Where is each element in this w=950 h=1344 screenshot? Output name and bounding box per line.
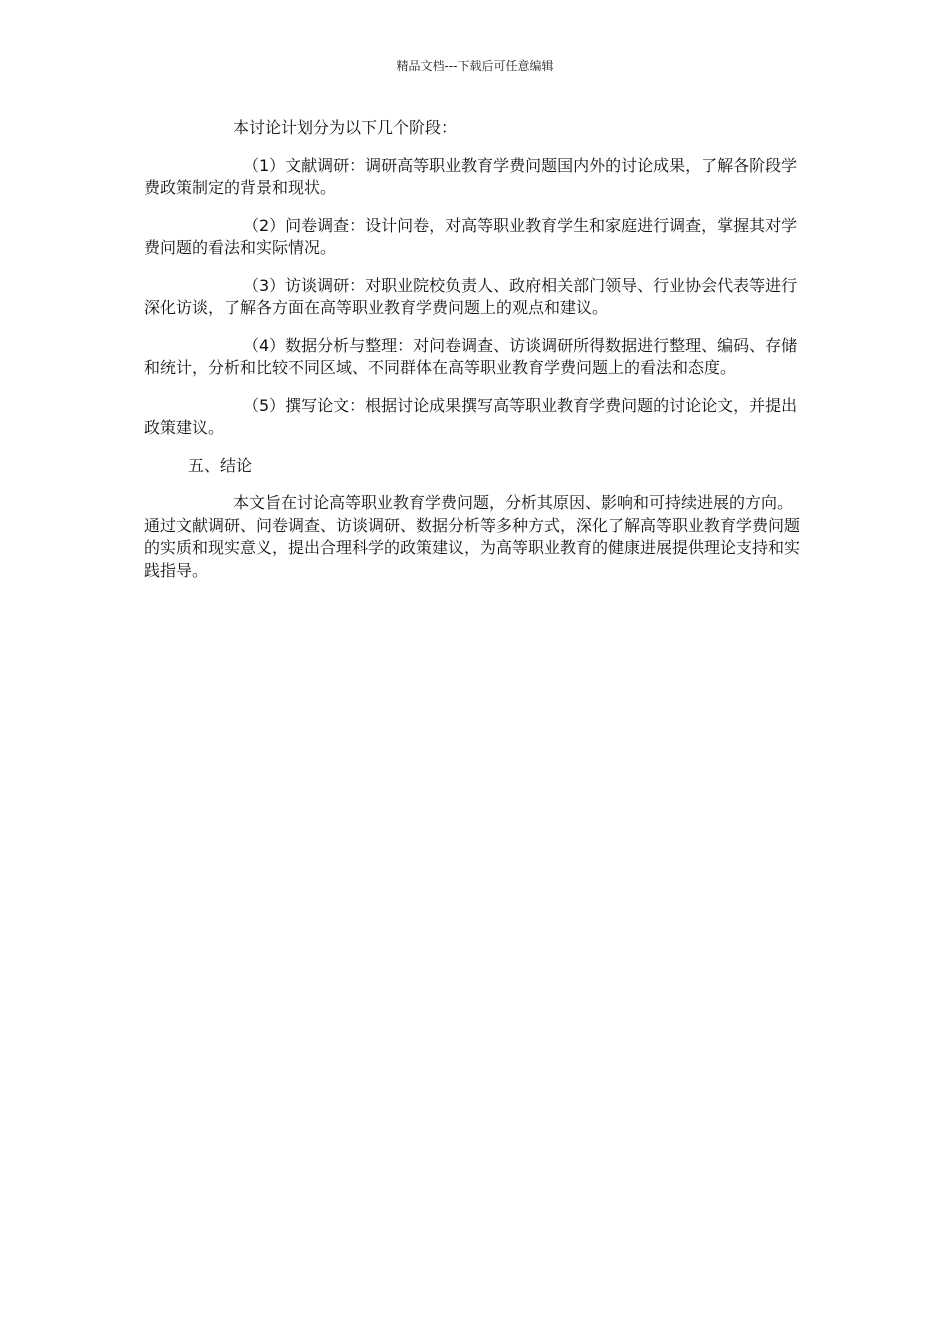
intro-paragraph: 本讨论计划分为以下几个阶段： <box>233 118 458 137</box>
conclusion-paragraph: 本文旨在讨论高等职业教育学费问题，分析其原因、影响和可持续进展的方向。通过文献调研、问卷调查、访谈调研、数据分析等多种方式，深化了解高等职业教育学费问题的实质和现实意义，提出合理科学的政策建议，为高等职业教育的健康进展提供理论支持和实践指导。 <box>144 493 801 580</box>
section-heading-conclusion: 五、结论 <box>188 455 253 475</box>
step-3-paragraph: （3）访谈调研：对职业院校负责人、政府相关部门领导、行业协会代表等进行深化访谈，了解各方面在高等职业教育学费问题上的观点和建议。 <box>144 275 798 317</box>
step-4-paragraph: （4）数据分析与整理：对问卷调查、访谈调研所得数据进行整理、编码、存储和统计，分析和比较不同区域、不同群体在高等职业教育学费问题上的看法和态度。 <box>144 335 798 377</box>
page-header: 精品文档---下载后可任意编辑 <box>396 59 554 73</box>
step-1-paragraph: （1）文献调研：调研高等职业教育学费问题国内外的讨论成果，了解各阶段学费政策制定的背景和现状。 <box>144 155 798 197</box>
document-body <box>144 117 808 582</box>
step-2-paragraph: （2）问卷调查：设计问卷，对高等职业教育学生和家庭进行调查，掌握其对学费问题的看法和实际情况。 <box>144 215 798 257</box>
step-5-paragraph: （5）撰写论文：根据讨论成果撰写高等职业教育学费问题的讨论论文，并提出政策建议。 <box>144 395 798 437</box>
